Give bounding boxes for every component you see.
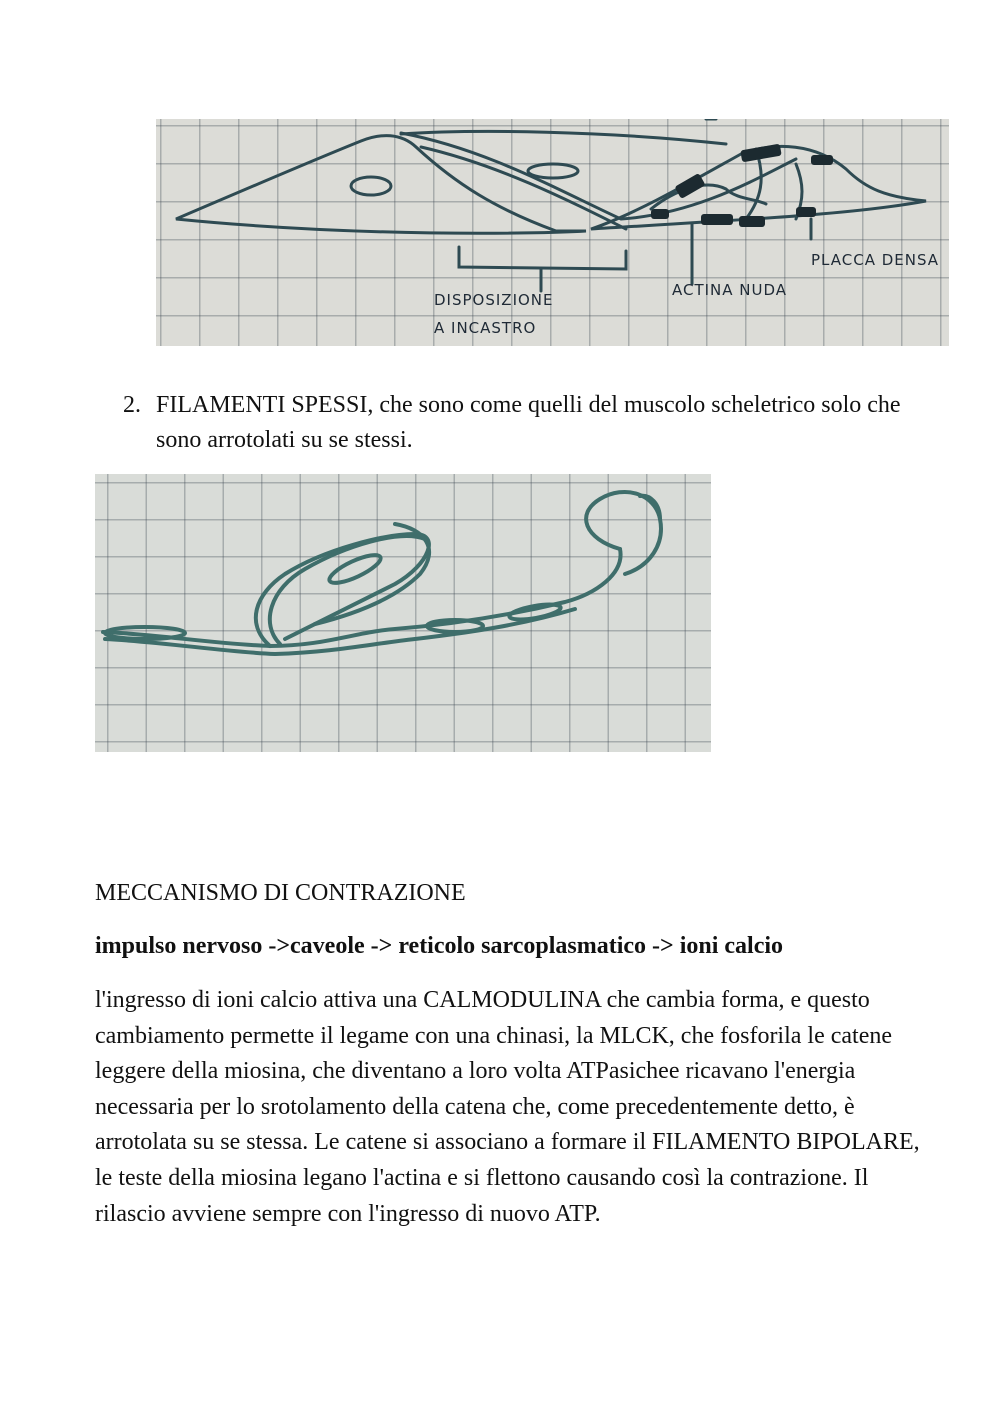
list-number: 2. <box>123 392 141 418</box>
label-disposizione-line1: DISPOSIZIONE <box>434 291 554 309</box>
section-heading: MECCANISMO DI CONTRAZIONE <box>95 880 466 906</box>
label-placca-densa: PLACCA DENSA <box>811 251 940 269</box>
body-paragraph: l'ingresso di ioni calcio attiva una CALMODULINA che cambia forma, e questo cambiamento permette il legame con una chinasi, la MLCK, che fosforila le catene leggere della miosina, che diventano a loro volta ATPasichee ricavano l'energia necessaria per lo srotolamento della catena che, come precedentemente detto, è arrotolata su se stessa. Le catene si associano a formare il FILAMENTO BIPOLARE, le teste della miosina legano l'actina e si flettono causando così la contrazione. Il rilascio avviene sempre con l'ingresso di nuovo ATP. <box>95 987 920 1227</box>
figure-coiled-filament <box>95 474 711 752</box>
figure-smooth-muscle-cells <box>156 119 949 346</box>
coiled-filament-sketch <box>95 474 711 752</box>
bold-summary-line: impulso nervoso ->caveole -> reticolo sarcoplasmatico -> ioni calcio <box>95 933 784 959</box>
list-text: FILAMENTI SPESSI, che sono come quelli del muscolo scheletrico solo che sono arrotolati su se stessi. <box>156 392 901 453</box>
cells-sketch <box>156 119 949 346</box>
label-actina-nuda: ACTINA NUDA <box>672 281 788 299</box>
label-disposizione-line2: A INCASTRO <box>434 319 537 337</box>
